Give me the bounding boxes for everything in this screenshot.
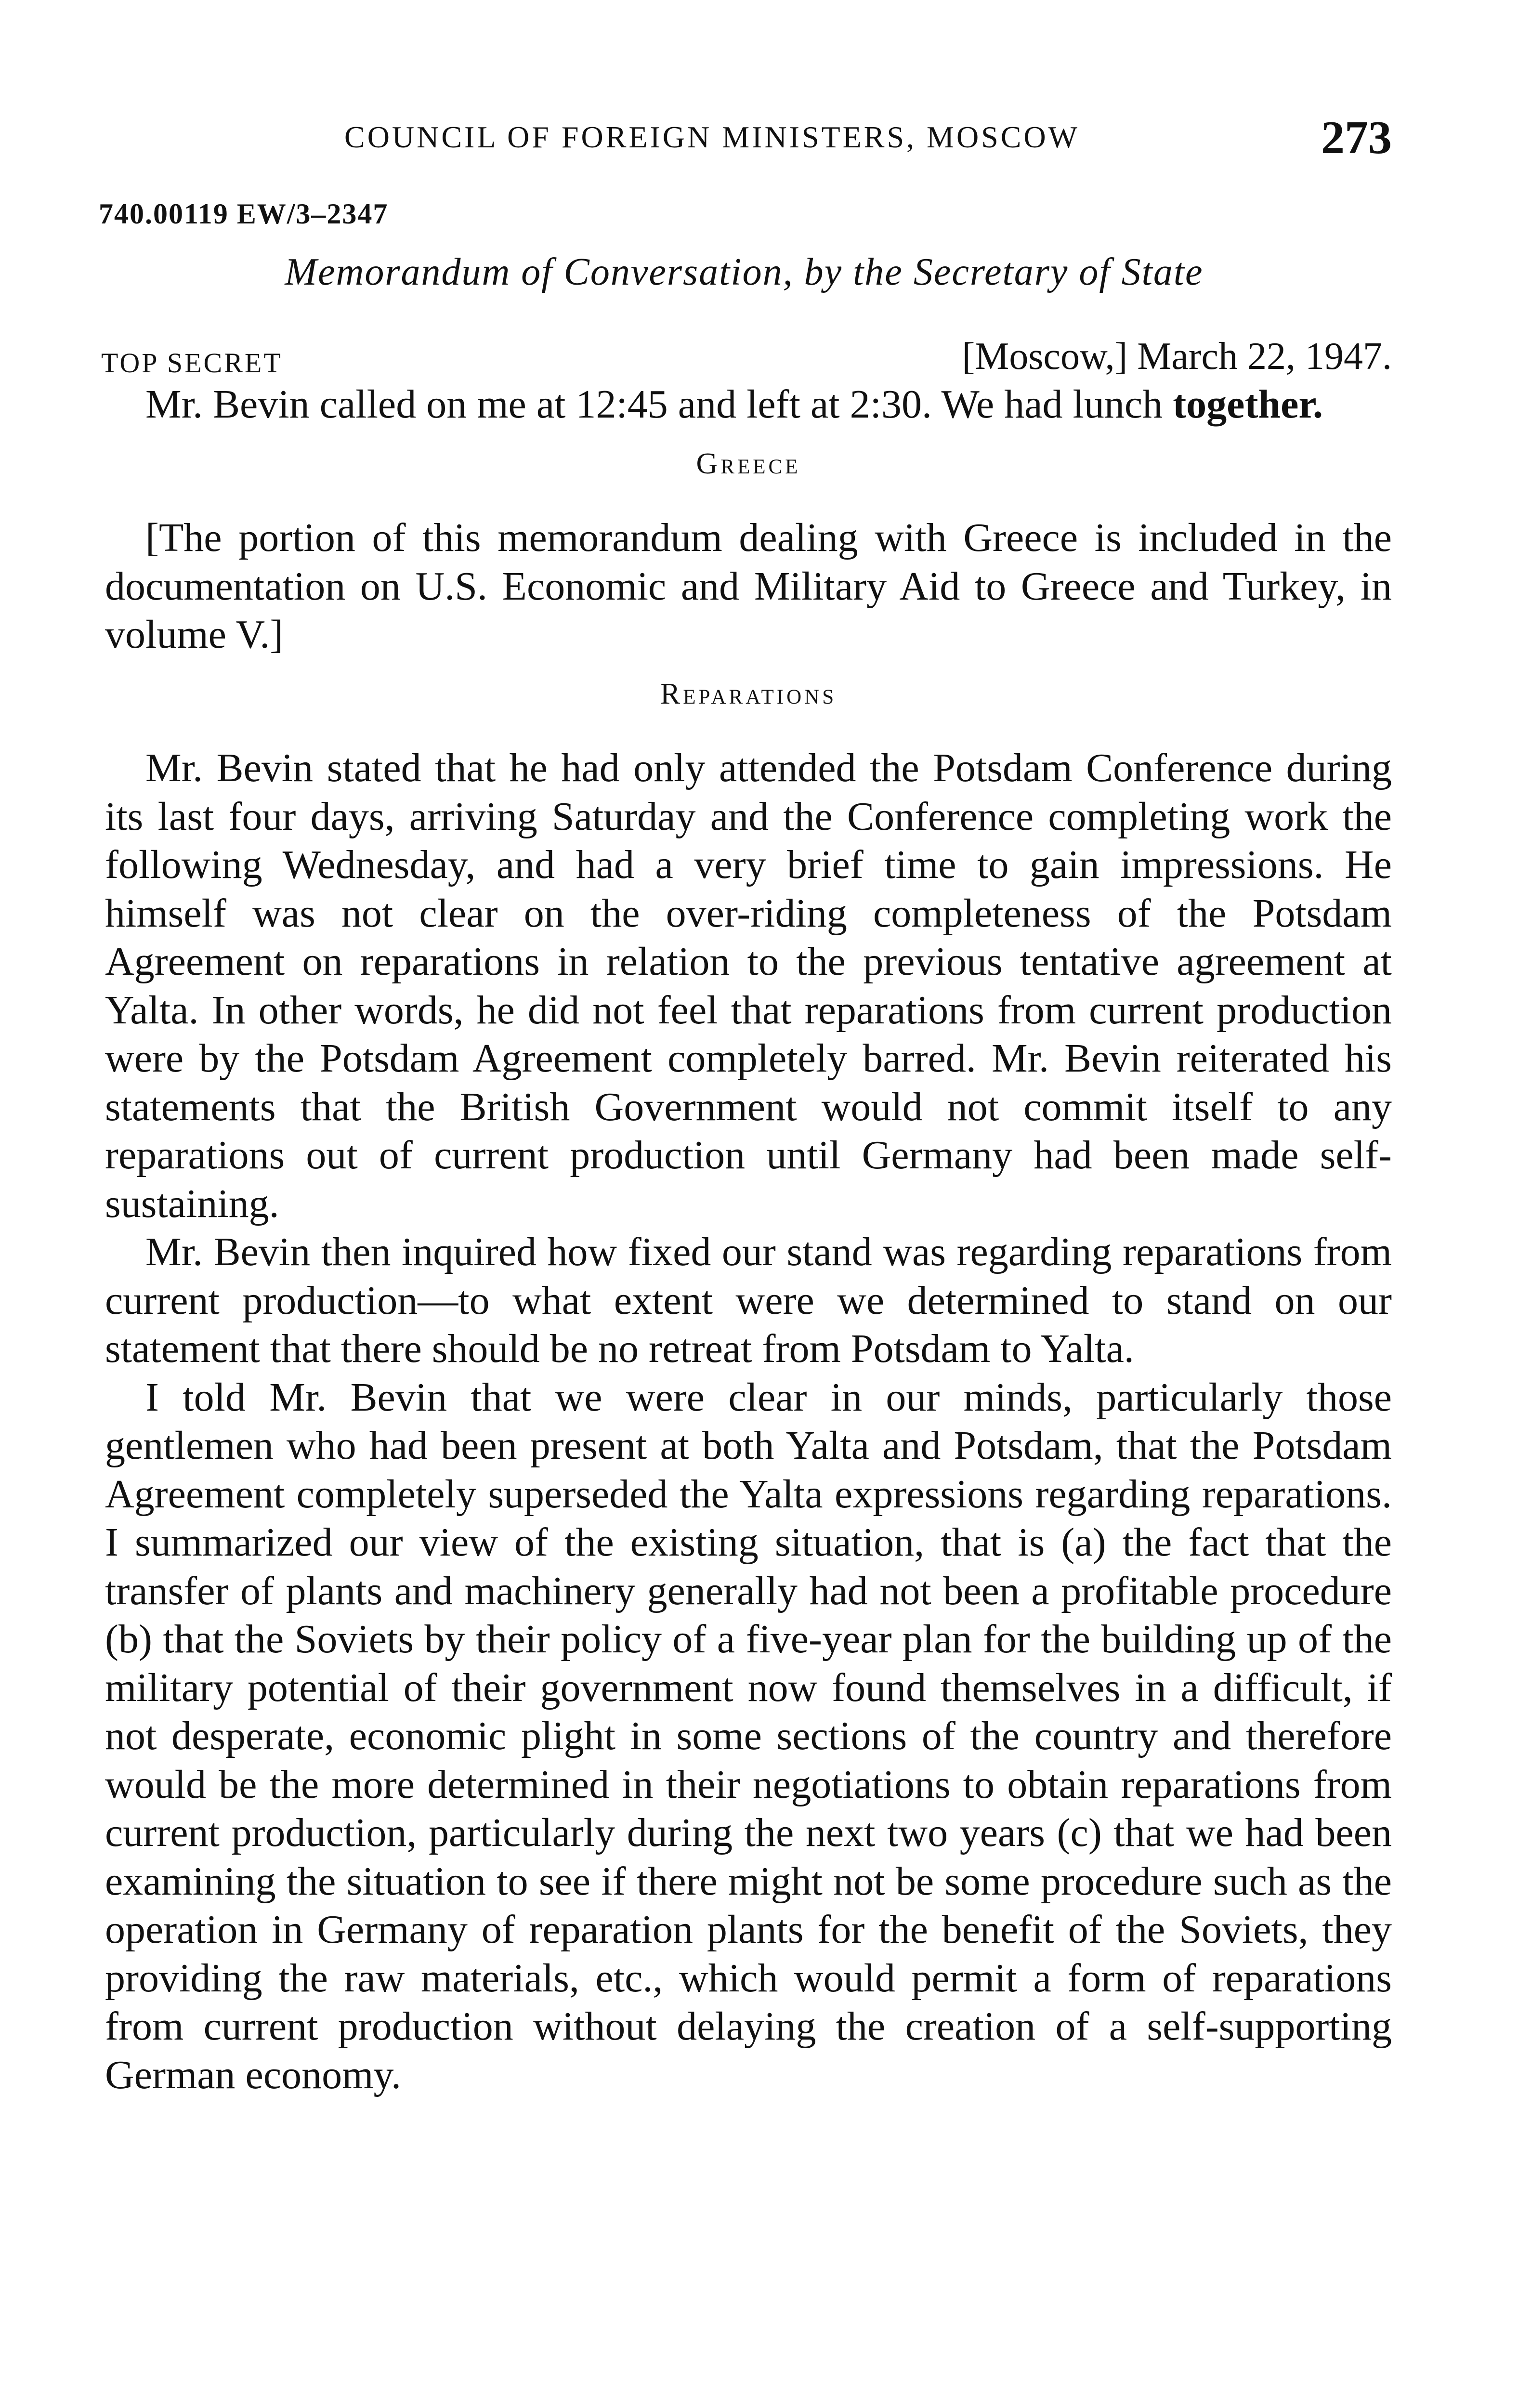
memorandum-body <box>105 380 1392 2099</box>
opening-bold-text: together. <box>1173 382 1323 427</box>
page-header <box>96 111 1392 164</box>
section-heading-greece: Greece <box>696 447 801 480</box>
document-title: Memorandum of Conversation, by the Secretary of State <box>285 251 1204 293</box>
editorial-note: [The portion of this memorandum dealing with Greece is included in the documentation on U.S. Economic and Military Aid to Greece and Turkey, in volume V.] <box>105 515 1392 657</box>
classification-label: TOP SECRET <box>101 347 283 379</box>
paragraph-secretary-response: I told Mr. Bevin that we were clear in our minds, particularly those gentlemen who had been present at both Yalta and Potsdam, that the Potsdam Agreement completely superseded the Yalta expressions regarding reparations. I summarized our view of the existing situation, that is (a) the fact that the transfer of plants and machinery generally had not been a profitable procedure (b) that the Soviets by their policy of a five-year plan for the building up of the military potential of their government now found themselves in a difficult, if not desperate, economic plight in some sections of the country and therefore would be the more determined in their negotiations to obtain reparations from current production, particularly during the next two years (c) that we had been examining the situation to see if there might not be some procedure such as the operation in Germany of reparation plants for the benefit of the Soviets, they providing the raw materials, etc., which would permit a form of reparations from current production without delaying the creation of a self-supporting German economy. <box>105 1374 1392 2097</box>
opening-text: Mr. Bevin called on me at 12:45 and left at 2:30. We had lunch <box>145 382 1163 427</box>
paragraph-bevin-inquiry: Mr. Bevin then inquired how fixed our stand was regarding reparations from current production—to what extent were we determined to stand on our statement that there should be no retreat from Potsdam to Yalta. <box>105 1230 1392 1371</box>
opening-paragraph <box>105 380 1392 429</box>
running-head: COUNCIL OF FOREIGN MINISTERS, MOSCOW <box>344 120 1080 154</box>
page-number: 273 <box>1321 112 1392 164</box>
document-file-id: 740.00119 EW/3–2347 <box>99 198 389 230</box>
dateline: [Moscow,] March 22, 1947. <box>962 335 1392 378</box>
paragraph-potsdam-conference: Mr. Bevin stated that he had only attended the Potsdam Conference during its last four days, arriving Saturday and the Conference completing work the following Wednesday, and had a very brief time to gain impressions. He himself was not clear on the over-riding completeness of the Potsdam Agreement on reparations in relation to the previous tentative agreement at Yalta. In other words, he did not feel that reparations from current production were by the Potsdam Agreement completely barred. Mr. Bevin reiterated his statements that the British Government would not commit itself to any reparations out of current production until Germany had been made self-sustaining. <box>105 746 1392 1226</box>
section-heading-reparations: Reparations <box>660 677 837 710</box>
